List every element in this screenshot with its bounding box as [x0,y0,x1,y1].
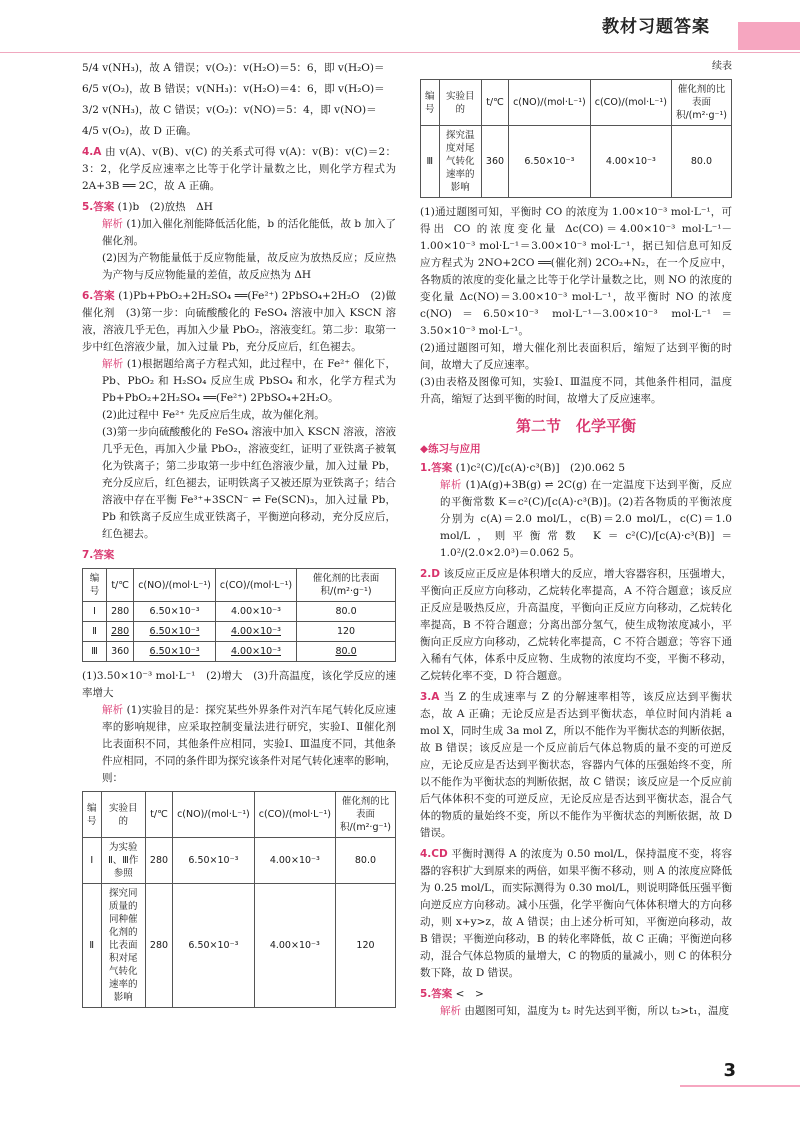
analysis-text: (2)因为产物能量低于反应物能量，故反应为放热反应；反应热为产物与反应物能量的差值，故反应热为 ΔH [102,252,396,281]
analysis-label: 解析 [102,218,124,230]
problem-1-answer [420,460,732,477]
analysis-text: (1)加入催化剂能降低活化能，b 的活化能低，故 b 加入了催化剂。 [102,218,397,247]
table-cell: 探究温度对尾气转化速率的影响 [439,126,481,198]
table-row [83,602,396,622]
analysis-label: 解析 [102,358,124,370]
table-cell: 120 [297,622,396,642]
answer-table-1 [82,568,396,662]
question-6-answer [82,288,396,356]
section-title: 第二节 化学平衡 [515,417,636,435]
question-number: 1.答案 [420,462,453,474]
table-header-cell: 编号 [83,792,102,838]
analysis-label: 解析 [102,704,124,716]
header-accent-bar [738,22,800,50]
question-number: 2.D [420,568,441,580]
question-7-label [82,547,396,564]
question-text: 当 Z 的生成速率与 Z 的分解速率相等，该反应达到平衡状态，故 A 正确；无论反应是否达到平衡状态，单位时间内消耗 a mol X，同时生成 3a mol Z，所以不能作为平衡状态的判断依据，故 B 错误；该反应是一个反应前后气体总物质的量不变的可逆反应，无论反应是否达到平衡状态，容器内气体的压强始终不变，所以不能作为平衡状态的判断依据，故 C 错误；该反应是一个反应前后气体体积不变的可逆反应，无论反应是否达到平衡状态，混合气体的物质的量始终不变，所以不能作为平衡状态的判断依据，故 D 错误。 [420,691,732,839]
table-row [421,126,732,198]
table-cell: 4.00×10⁻³ [215,622,296,642]
table-cell: 4.00×10⁻³ [215,642,296,662]
page-header [0,0,800,53]
table-cell: 6.50×10⁻³ [134,602,216,622]
analysis-label: 解析 [440,479,462,491]
analysis-text: (2)通过题图可知，增大催化剂比表面积后，缩短了达到平衡的时间，故增大了反应速率。 [420,342,732,371]
problem-1-analysis [420,477,732,562]
answer-text: < > [455,988,484,1000]
table-cell: 6.50×10⁻³ [173,838,255,884]
table-cell: 280 [107,622,134,642]
table-row [83,622,396,642]
table-cell: 280 [107,602,134,622]
analysis-text: (1)实验目的是：探究某些外界条件对汽车尾气转化反应速率的影响规律，应采取控制变量法进行研究，实验Ⅰ、Ⅱ催化剂比表面积不同，其他条件应相同，实验Ⅰ、Ⅲ温度不同，其他条件应相同，不同的条件即为探究该条件对尾气转化速率的影响，则： [102,704,397,784]
answer-text: (1)c²(C)/[c(A)·c³(B)] (2)0.062 5 [455,462,626,474]
question-5-analysis [82,216,396,250]
problem-5-analysis [420,1003,732,1020]
question-number: 4.CD [420,848,448,860]
question-7-analysis [82,702,396,787]
answer-table-2 [82,791,396,1008]
table-row [83,838,396,884]
text-line: 4/5 v(O₂)，故 D 正确。 [82,125,197,137]
question-number: 4.A [82,146,102,158]
question-text: 由 v(A)、v(B)、v(C) 的关系式可得 v(A)：v(B)：v(C)＝2：3：2，化学反应速率之比等于化学计量数之比，则化学方程式为 2A+3B ══ 2C，故 A 正确。 [82,146,396,192]
table-header-row [83,792,396,838]
table-row [83,884,396,1008]
table-header-cell: 编号 [83,569,107,602]
table-header-cell: t/℃ [481,80,508,126]
analysis-text: (3)由表格及图像可知，实验Ⅰ、Ⅲ温度不同，其他条件相同，温度升高，缩短了达到平衡的时间，故增大了反应速率。 [420,376,732,405]
table-cell: 6.50×10⁻³ [509,126,591,198]
table-cell: 80.0 [297,602,396,622]
table-cell: 280 [145,838,172,884]
analysis-text: (3)第一步向硫酸酸化的 FeSO₄ 溶液中加入 KSCN 溶液，溶液几乎无色，再加入少量 PbO₂，溶液变红，证明了亚铁离子被氧化为铁离子；第二步取第一步中红色溶液少量，加入过量 Pb，充分反应后，红色褪去，证明铁离子又被还原为亚铁离子；结合溶液中存在平衡 Fe³⁺+3SCN⁻ ⇌ Fe(SCN)₃，加入过量 Pb，Pb 和铁离子反应生成亚铁离子，平衡逆向移动，充分反应后，红色褪去。 [102,426,396,540]
table-cell: 80.0 [335,838,395,884]
text-line: 6/5 v(O₂)，故 B 错误；v(NH₃)：v(H₂O)＝4：6，即 v(H₂O)＝ [82,83,385,95]
answer-text: (1)Pb+PbO₂+2H₂SO₄ ══(Fe²⁺) 2PbSO₄+2H₂O (2)做催化剂 (3)第一步：向硫酸酸化的 FeSO₄ 溶液中加入 KSCN 溶液，溶液几乎无色，再加入少量 PbO₂，溶液变红。第二步：取第一步中红色溶液少量，加入过量 Pb，充分反应后，红色褪去。 [82,290,396,353]
answer-text: (1)3.50×10⁻³ mol·L⁻¹ (2)增大 (3)升高温度，该化学反应的速率增大 [82,670,396,699]
text-line: 3/2 v(NH₃)，故 C 错误；v(O₂)：v(NO)＝5：4，即 v(NO)＝ [82,104,377,116]
table-cell: 360 [107,642,134,662]
right-column [420,60,732,1020]
table-header-row [421,80,732,126]
table-cell: 80.0 [297,642,396,662]
problem-2 [420,566,732,685]
answer-table-3 [420,79,732,198]
table-row [83,642,396,662]
table-header-cell: c(NO)/(mol·L⁻¹) [509,80,591,126]
table-header-cell: t/℃ [107,569,134,602]
table-cell: 4.00×10⁻³ [215,602,296,622]
question-number: 5.答案 [82,201,115,213]
table-cell: 6.50×10⁻³ [134,622,216,642]
table-cell: Ⅱ [83,884,102,1008]
page-number: 3 [723,1060,736,1081]
analysis-text: 由题图可知，温度为 t₂ 时先达到平衡，所以 t₂>t₁，温度 [464,1005,729,1017]
subsection-title: ◆练习与应用 [420,443,481,455]
table-cell: 4.00×10⁻³ [254,884,335,1008]
table-continued-label: 续表 [712,61,732,72]
left-column [82,60,396,1014]
analysis-text: (2)此过程中 Fe²⁺ 先反应后生成，故为催化剂。 [102,409,325,421]
question-4 [82,144,396,195]
table-cell: Ⅱ [83,622,107,642]
header-title: 教材习题答案 [602,17,710,37]
table-header-cell: c(CO)/(mol·L⁻¹) [215,569,296,602]
table-cell: 为实验Ⅱ、Ⅲ作参照 [101,838,145,884]
question-number: 7.答案 [82,549,115,561]
table-cell: 360 [481,126,508,198]
table-header-cell: c(NO)/(mol·L⁻¹) [134,569,216,602]
question-text: 该反应正反应是体积增大的反应，增大容器容积，压强增大，平衡向正反应方向移动，乙烷转化率提高，A 不符合题意；该反应正反应是吸热反应，升高温度，平衡向正反应方向移动，乙烷转化率提高，B 不符合题意；分离出部分氢气，使生成物浓度减小，平衡向正反应方向移动，乙烷转化率提高，C 不符合题意；等容下通入稀有气体，体系中反应物、生成物的浓度均不变，平衡不移动，乙烷转化率不变，D 符合题意。 [420,568,732,682]
table-header-cell: t/℃ [145,792,172,838]
question-number: 5.答案 [420,988,453,1000]
table-header-row [83,569,396,602]
table-header-cell: 实验目的 [439,80,481,126]
table-header-cell: c(CO)/(mol·L⁻¹) [254,792,335,838]
table-cell: 280 [145,884,172,1008]
table-cell: Ⅲ [421,126,440,198]
problem-4 [420,846,732,982]
question-number: 3.A [420,691,440,703]
table-header-cell: 实验目的 [101,792,145,838]
answer-text: (1)b (2)放热 ΔH [117,201,213,213]
question-6-analysis [82,356,396,407]
table-cell: 探究同质量的同种催化剂的比表面积对尾气转化速率的影响 [101,884,145,1008]
analysis-label: 解析 [440,1005,461,1017]
problem-5-answer [420,986,732,1003]
problem-3 [420,689,732,842]
analysis-text: (1)根据题给离子方程式知，此过程中，在 Fe²⁺ 催化下，Pb、PbO₂ 和 H₂SO₄ 反应生成 PbSO₄ 和水，化学方程式为 Pb+PbO₂+2H₂SO₄ ══(Fe²⁺) 2PbSO₄+2H₂O。 [102,358,396,404]
table-header-cell: c(NO)/(mol·L⁻¹) [173,792,255,838]
table-cell: 4.00×10⁻³ [590,126,671,198]
text-line: 5/4 v(NH₃)，故 A 错误；v(O₂)：v(H₂O)＝5：6，即 v(H₂O)＝ [82,62,385,74]
table-header-cell: c(CO)/(mol·L⁻¹) [590,80,671,126]
table-cell: 6.50×10⁻³ [134,642,216,662]
table-cell: 120 [335,884,395,1008]
table-cell: 80.0 [671,126,731,198]
question-number: 6.答案 [82,290,115,302]
table-cell: 4.00×10⁻³ [254,838,335,884]
table-header-cell: 催化剂的比表面积/(m²·g⁻¹) [671,80,731,126]
table-header-cell: 催化剂的比表面积/(m²·g⁻¹) [335,792,395,838]
question-text: 平衡时测得 A 的浓度为 0.50 mol/L，保持温度不变，将容器的容积扩大到原来的两倍，如果平衡不移动，则 A 的浓度应降低为 0.25 mol/L，而实际测得为 0.30 mol/L，则说明降低压强平衡向逆反应方向移动。减小压强，化学平衡向气体体积增大的方向移动，则 x+y>z，故 A 错误；由上述分析可知，平衡逆向移动，故 B 错误；平衡逆向移动，B 的转化率降低，故 C 正确；平衡逆向移动，混合气体总物质的量增大，C 的物质的量减小，则 C 的体积分数下降，故 D 错误。 [420,848,732,979]
table-cell: Ⅰ [83,602,107,622]
analysis-text: (1)通过题图可知，平衡时 CO 的浓度为 1.00×10⁻³ mol·L⁻¹，可得出 CO 的浓度变化量 Δc(CO)＝4.00×10⁻³ mol·L⁻¹－1.00×10⁻³ mol·L⁻¹＝3.00×10⁻³ mol·L⁻¹，据已知信息可知反应方程式为 2NO+2CO ══(催化剂) 2CO₂+N₂，在一个反应中，各物质的浓度的变化量之比等于化学计量数之比，则 NO 的浓度的变化量 Δc(NO)＝3.00×10⁻³ mol·L⁻¹，故平衡时 NO 的浓度 c(NO)＝6.50×10⁻³ mol·L⁻¹－3.00×10⁻³ mol·L⁻¹＝3.50×10⁻³ mol·L⁻¹。 [420,206,732,337]
table-cell: Ⅰ [83,838,102,884]
table-cell: Ⅲ [83,642,107,662]
analysis-text: (1)A(g)+3B(g) ⇌ 2C(g) 在一定温度下达到平衡，反应的平衡常数 K＝c²(C)/[c(A)·c³(B)]。(2)若各物质的平衡浓度分别为 c(A)＝2.0 mol/L，c(B)＝2.0 mol/L，c(C)＝1.0 mol/L，则平衡常数 K＝c²(C)/[c(A)·c³(B)]＝1.0²/(2.0×2.0³)＝0.062 5。 [440,479,733,559]
table-cell: 6.50×10⁻³ [173,884,255,1008]
page-number-underline [680,1085,800,1087]
question-5-answer [82,199,396,216]
table-header-cell: 编号 [421,80,440,126]
table-header-cell: 催化剂的比表面积/(m²·g⁻¹) [297,569,396,602]
